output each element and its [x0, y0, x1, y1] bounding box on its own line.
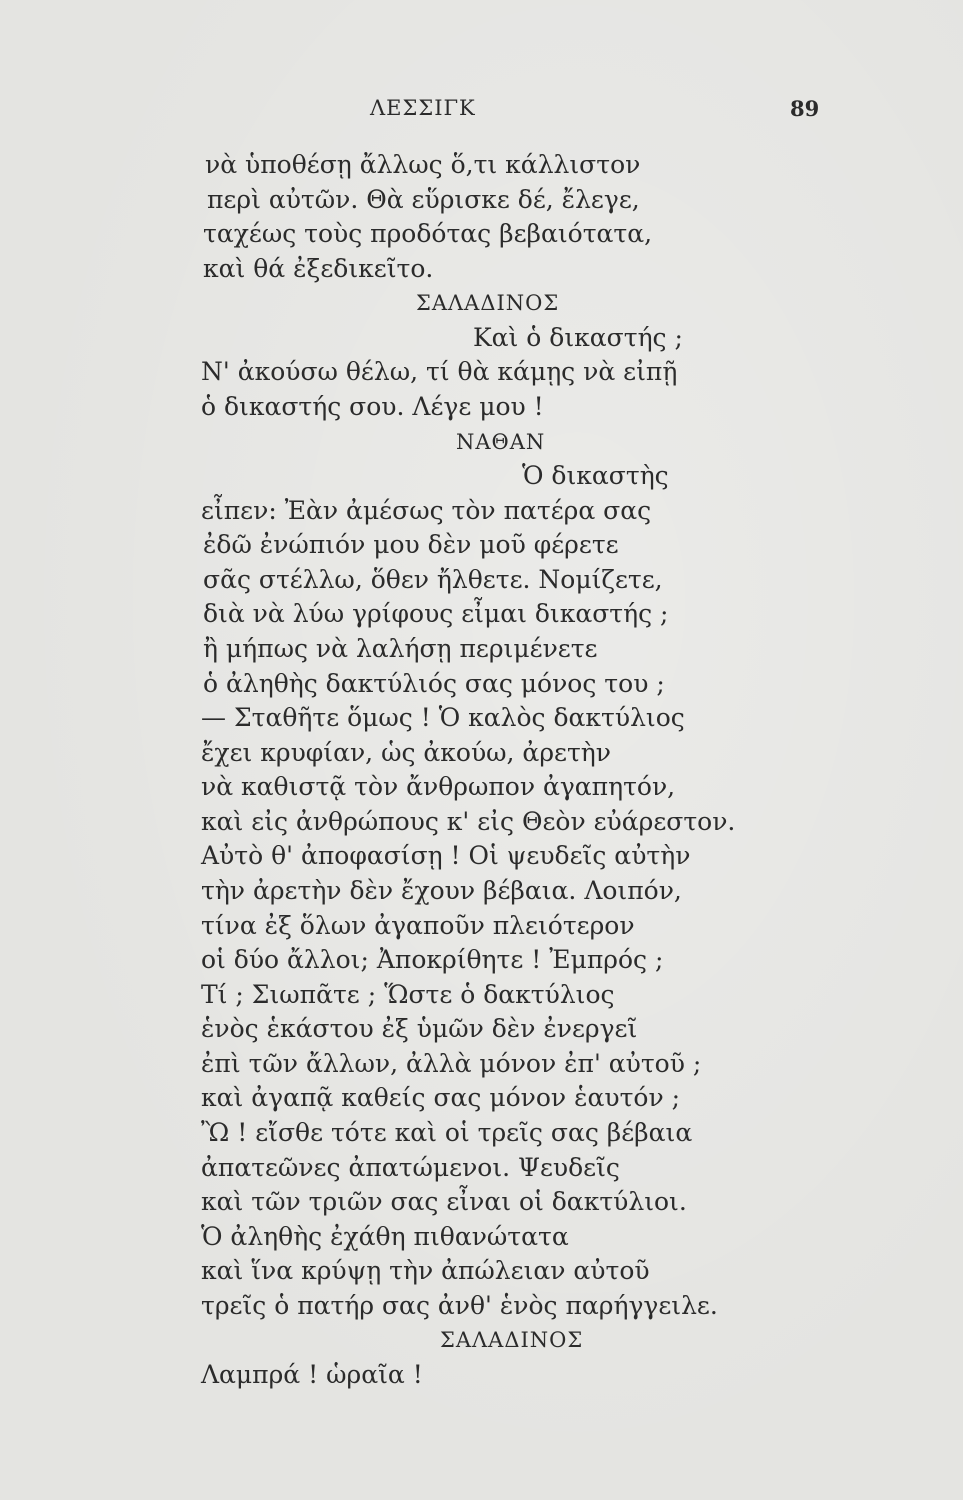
verse-line: ἔχει κρυφίαν, ὡς ἀκούω, ἀρετὴν	[201, 738, 611, 767]
speaker-name: ΣΑΛΑΔΙΝΟΣ	[416, 291, 560, 315]
verse-line: νὰ ὑποθέσῃ ἄλλως ὅ,τι κάλλιστον	[205, 150, 641, 179]
running-head	[0, 96, 963, 126]
verse-line: τρεῖς ὁ πατήρ σας ἀνθ' ἑνὸς παρήγγειλε.	[201, 1291, 718, 1320]
verse-line: οἱ δύο ἄλλοι; Ἀποκρίθητε ! Ἐμπρός ;	[201, 945, 664, 974]
verse-line: Ν' ἀκούσω θέλω, τί θὰ κάμῃς νὰ εἰπῇ	[201, 357, 678, 386]
page-number: 89	[790, 96, 820, 121]
verse-line: ἀπατεῶνες ἀπατώμενοι. Ψευδεῖς	[201, 1153, 620, 1182]
verse-line: καὶ θά ἐξεδικεῖτο.	[203, 254, 434, 283]
verse-line: ὁ ἀληθὴς δακτύλιός σας μόνος του ;	[203, 669, 665, 698]
verse-line: καὶ εἰς ἀνθρώπους κ' εἰς Θεὸν εὐάρεστον.	[201, 807, 736, 836]
verse-line: — Σταθῆτε ὅμως ! Ὁ καλὸς δακτύλιος	[201, 703, 685, 732]
verse-line: Τί ; Σιωπᾶτε ; Ὥστε ὁ δακτύλιος	[201, 980, 615, 1009]
verse-line: διὰ νὰ λύω γρίφους εἶμαι δικαστής ;	[203, 599, 669, 628]
verse-line: καὶ ἀγαπᾷ καθείς σας μόνον ἑαυτόν ;	[201, 1083, 681, 1112]
running-title: ΛΕΣΣΙΓΚ	[370, 96, 476, 120]
speaker-name: ΝΑΘΑΝ	[456, 430, 546, 454]
verse-line: νὰ καθιστᾷ τὸν ἄνθρωπον ἀγαπητόν,	[201, 772, 676, 801]
speaker-name: ΣΑΛΑΔΙΝΟΣ	[440, 1328, 584, 1352]
verse-line: ἐπὶ τῶν ἄλλων, ἀλλὰ μόνον ἐπ' αὐτοῦ ;	[201, 1049, 702, 1078]
verse-line: περὶ αὐτῶν. Θὰ εὕρισκε δέ, ἔλεγε,	[207, 185, 640, 214]
verse-line: Αὐτὸ θ' ἀποφασίσῃ ! Οἱ ψευδεῖς αὐτὴν	[201, 841, 691, 870]
verse-line: καὶ ἵνα κρύψῃ τὴν ἀπώλειαν αὐτοῦ	[201, 1256, 650, 1285]
verse-line: ταχέως τοὺς προδότας βεβαιότατα,	[203, 219, 653, 248]
verse-line: σᾶς στέλλω, ὅθεν ἤλθετε. Νομίζετε,	[203, 565, 663, 594]
verse-line: Ὢ ! εἴσθε τότε καὶ οἱ τρεῖς σας βέβαια	[201, 1118, 693, 1147]
verse-line: ἐδῶ ἐνώπιόν μου δὲν μοῦ φέρετε	[203, 530, 619, 559]
verse-line: ἢ μήπως νὰ λαλήσῃ περιμένετε	[203, 634, 598, 663]
verse-line: Λαμπρά ! ὡραῖα !	[201, 1360, 423, 1389]
verse-line: Ὁ δικαστὴς	[522, 461, 669, 490]
verse-line: καὶ τῶν τριῶν σας εἶναι οἱ δακτύλιοι.	[201, 1187, 687, 1216]
verse-line: ὁ δικαστής σου. Λέγε μου !	[201, 392, 544, 421]
verse-line: τὴν ἀρετὴν δὲν ἔχουν βέβαια. Λοιπόν,	[201, 876, 682, 905]
verse-line: ἑνὸς ἑκάστου ἐξ ὑμῶν δὲν ἐνεργεῖ	[201, 1014, 638, 1043]
verse-line: εἶπεν: Ἐὰν ἀμέσως τὸν πατέρα σας	[201, 496, 652, 525]
verse-line: Καὶ ὁ δικαστής ;	[473, 323, 683, 352]
verse-line: τίνα ἐξ ὅλων ἀγαποῦν πλειότερον	[201, 911, 635, 940]
verse-line: Ὁ ἀληθὴς ἐχάθη πιθανώτατα	[201, 1222, 569, 1251]
